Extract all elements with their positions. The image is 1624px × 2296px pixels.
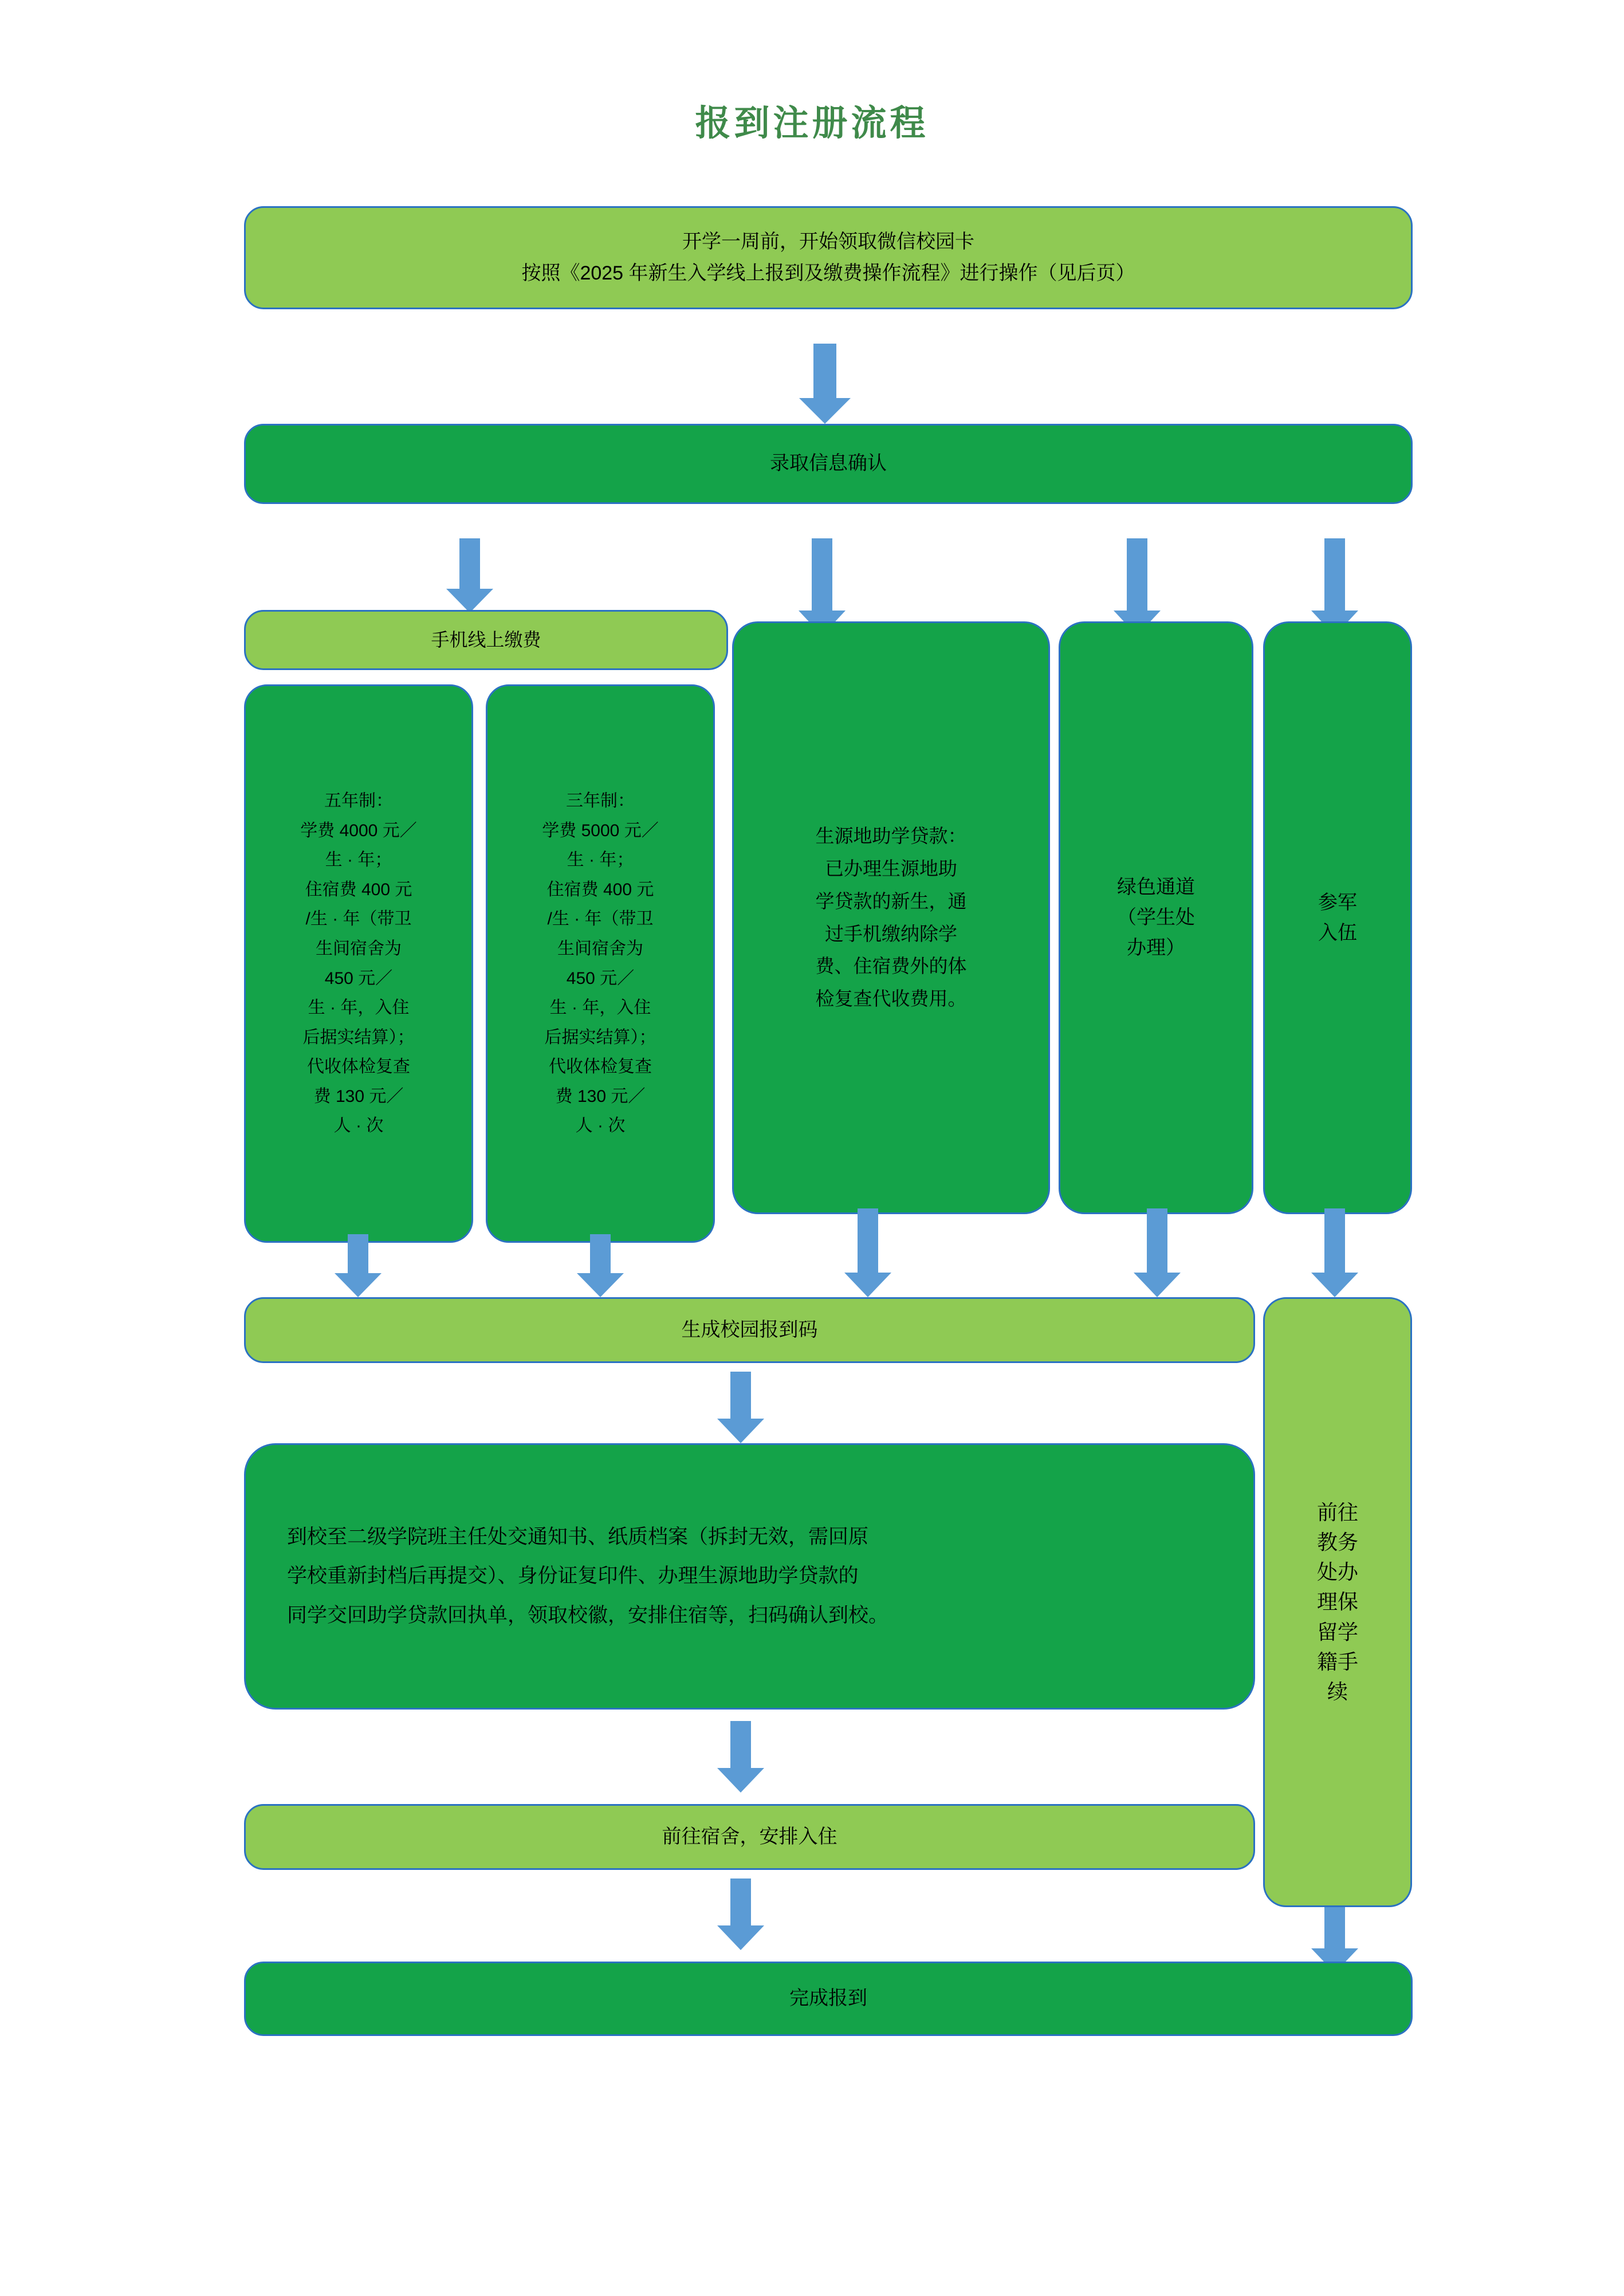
node-go-to-dorm-label: 前往宿舍，安排入住 (662, 1825, 837, 1848)
arrow-threefee-to-code (575, 1234, 626, 1297)
node-three-year-fees-text: 三年制： 学费 5000 元／ 生 · 年； 住宿费 400 元 /生 · 年（带卫 生间宿舍为 450 元／ 生 · 年，入住 后据实结算）； 代收体检复查 费 130 元／ 人 · 次 (542, 791, 659, 1136)
node-report-to-school (244, 1443, 1255, 1710)
node-admission-confirm-label: 录取信息确认 (770, 452, 887, 475)
node-start (244, 206, 1413, 309)
node-green-channel-text: 绿色通道 （学生处 办理） (1117, 876, 1195, 959)
node-mobile-payment-header (244, 610, 728, 670)
arrow-report-to-dorm (715, 1721, 766, 1793)
node-green-channel (1059, 621, 1253, 1214)
arrow-loan-to-code (842, 1208, 894, 1297)
node-registration-complete-label: 完成报到 (789, 1987, 867, 2010)
node-admission-confirm (244, 424, 1413, 504)
arrow-dorm-to-finish (715, 1878, 766, 1950)
node-report-to-school-text: 到校至二级学院班主任处交通知书、纸质档案（拆封无效，需回原 学校重新封档后再提交）、身份证复印件、办理生源地助学贷款的 同学交回助学贷款回执单，领取校徽，安排住宿等，扫码确认到校。 (287, 1526, 889, 1627)
node-military-enlistment-text: 参军 入伍 (1318, 891, 1357, 944)
node-mobile-payment-label: 手机线上缴费 (431, 629, 541, 650)
node-academic-affairs-retention-text: 前往 教务 处办 理保 留学 籍手 续 (1316, 1500, 1358, 1703)
arrow-greenchannel-to-code (1131, 1208, 1183, 1297)
node-start-line2: 按照《2025 年新生入学线上报到及缴费操作流程》进行操作（见后页） (521, 262, 1135, 284)
node-student-loan-text: 生源地助学贷款： 已办理生源地助 学贷款的新生，通 过手机缴纳除学 费、住宿费外的体 检复查代收费用。 (815, 825, 967, 1009)
node-military-enlistment (1263, 621, 1412, 1214)
node-go-to-dorm (244, 1804, 1255, 1870)
arrow-enlist-to-academic (1309, 1208, 1360, 1297)
node-academic-affairs-retention (1263, 1297, 1412, 1907)
node-campus-report-code-label: 生成校园报到码 (681, 1318, 818, 1341)
node-five-year-fees-text: 五年制： 学费 4000 元／ 生 · 年； 住宿费 400 元 /生 · 年（带卫 生间宿舍为 450 元／ 生 · 年，入住 后据实结算）； 代收体检复查 费 130 元／ 人 · 次 (300, 791, 417, 1136)
arrow-code-to-report (715, 1372, 766, 1443)
node-five-year-fees (244, 684, 473, 1243)
page-title: 报到注册流程 (695, 104, 929, 143)
node-student-loan (732, 621, 1050, 1214)
node-registration-complete (244, 1962, 1413, 2036)
arrow-start-to-confirm (796, 344, 854, 424)
arrow-fivefee-to-code (332, 1234, 384, 1297)
arrow-confirm-to-mobilepay (444, 538, 496, 613)
node-campus-report-code (244, 1297, 1255, 1363)
node-three-year-fees (486, 684, 715, 1243)
node-start-line1: 开学一周前，开始领取微信校园卡 (682, 230, 974, 253)
